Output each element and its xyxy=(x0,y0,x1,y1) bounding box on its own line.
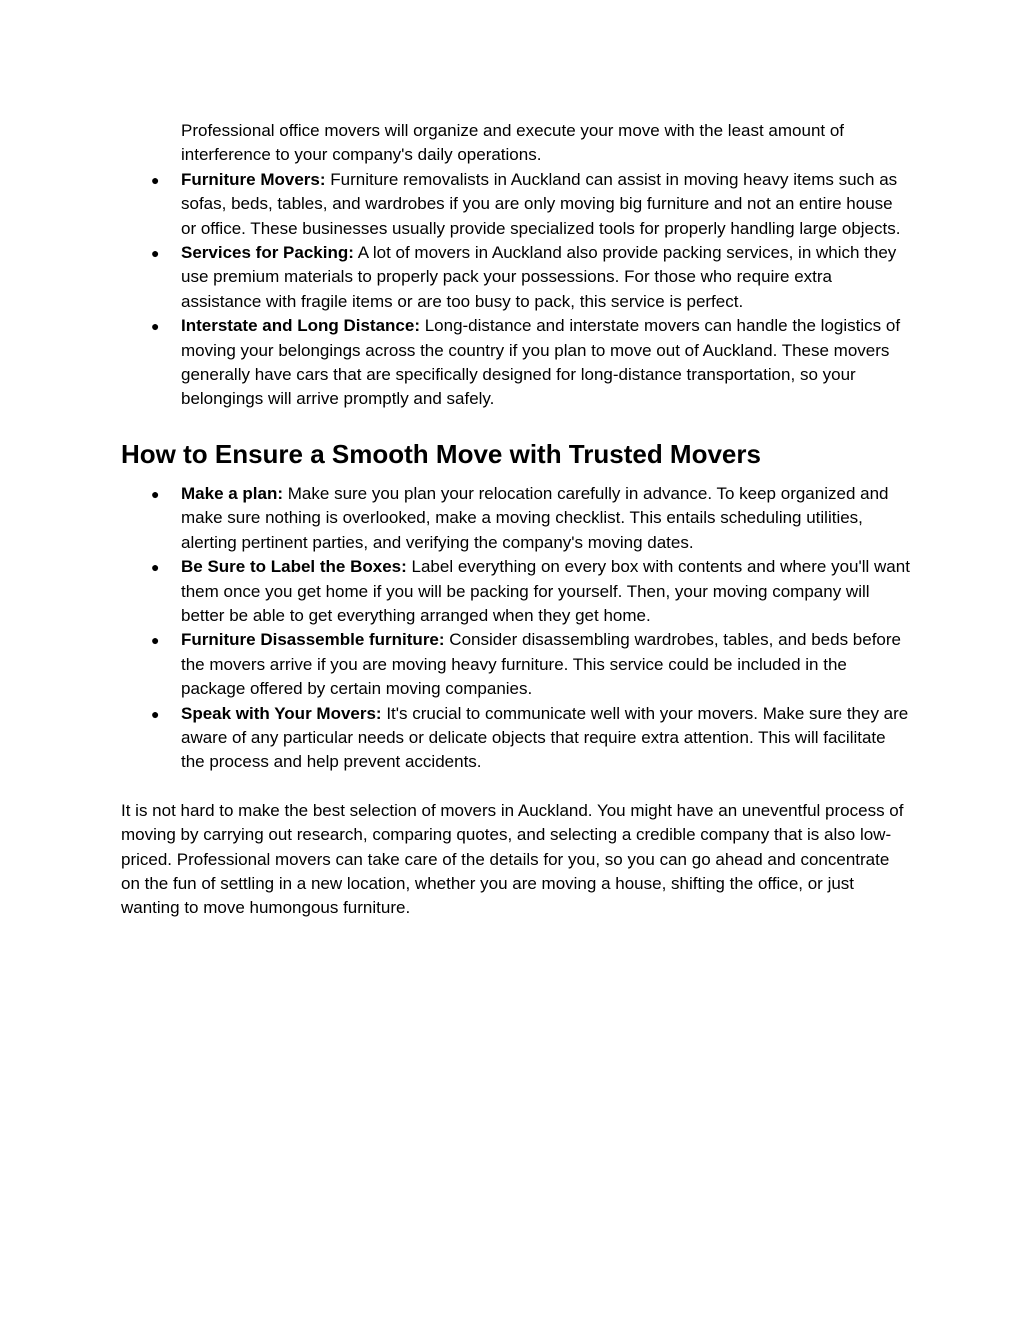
list-item-title: Furniture Disassemble furniture: xyxy=(181,630,445,650)
list-item xyxy=(121,241,911,314)
list-item xyxy=(121,168,911,241)
list-item xyxy=(121,555,911,628)
list-item-text: Consider disassembling wardrobes, tables, and beds before the movers arrive if you are moving heavy furniture. This service could be included in the package offered by certain moving companies. xyxy=(181,630,901,699)
list-item-title: Speak with Your Movers: xyxy=(181,703,382,723)
list-item xyxy=(121,628,911,701)
bullet-icon: ● xyxy=(151,171,160,188)
list-item-title: Services for Packing: xyxy=(181,243,354,263)
list-item-title: Make a plan: xyxy=(181,483,284,503)
list-item-text: It's crucial to communicate well with your movers. Make sure they are aware of any particular needs or delicate objects that require extra attention. This will facilitate the process and help prevent accidents. xyxy=(181,703,909,772)
list-item-text: Label everything on every box with contents and where you'll want them once you get home if you will be packing for yourself. Then, your moving company will better be able to get everything arranged when they get home. xyxy=(181,557,910,625)
list-item xyxy=(121,482,911,555)
list-item xyxy=(121,314,911,412)
services-list xyxy=(121,168,911,412)
document-content xyxy=(121,119,911,921)
list-item xyxy=(121,702,911,775)
list-item-title: Interstate and Long Distance: xyxy=(181,316,420,336)
bullet-icon: ● xyxy=(151,485,160,502)
bullet-icon: ● xyxy=(151,705,160,722)
tips-list xyxy=(121,482,911,775)
list-item-text: Furniture removalists in Auckland can assist in moving heavy items such as sofas, beds, tables, and wardrobes if you are only moving big furniture and not an entire house or office. These businesses usually provide specialized tools for properly handling large objects. xyxy=(181,169,901,238)
closing-paragraph: It is not hard to make the best selection of movers in Auckland. You might have an uneventful process of moving by carrying out research, comparing quotes, and selecting a credible company that is also low-priced. Professional movers can take care of the details for you, so you can go ahead and concentrate on the fun of settling in a new location, whether you are moving a house, shifting the office, or just wanting to move humongous furniture. xyxy=(121,800,904,918)
bullet-icon: ● xyxy=(151,245,160,262)
list-item-title: Furniture Movers: xyxy=(181,169,326,189)
bullet-icon: ● xyxy=(151,559,160,576)
list-item-text: Long-distance and interstate movers can handle the logistics of moving your belongings across the country if you plan to move out of Auckland. These movers generally have cars that are specifically designed for long-distance transportation, so your belongings will arrive promptly and safely. xyxy=(181,316,901,409)
bullet-icon: ● xyxy=(151,318,160,335)
bullet-icon: ● xyxy=(151,632,160,649)
list-item-text: Make sure you plan your relocation carefully in advance. To keep organized and make sure nothing is overlooked, make a moving checklist. This entails scheduling utilities, alerting pertinent parties, and verifying the company's moving dates. xyxy=(181,483,889,552)
section-heading: How to Ensure a Smooth Move with Trusted Movers xyxy=(121,438,761,469)
list-item-text: A lot of movers in Auckland also provide packing services, in which they use premium materials to properly pack your possessions. For those who require extra assistance with fragile items or are too busy to pack, this service is perfect. xyxy=(181,243,897,311)
intro-continuation-text: Professional office movers will organize and execute your move with the least amount of interference to your company's daily operations. xyxy=(181,121,845,165)
list-item-title: Be Sure to Label the Boxes: xyxy=(181,557,407,577)
